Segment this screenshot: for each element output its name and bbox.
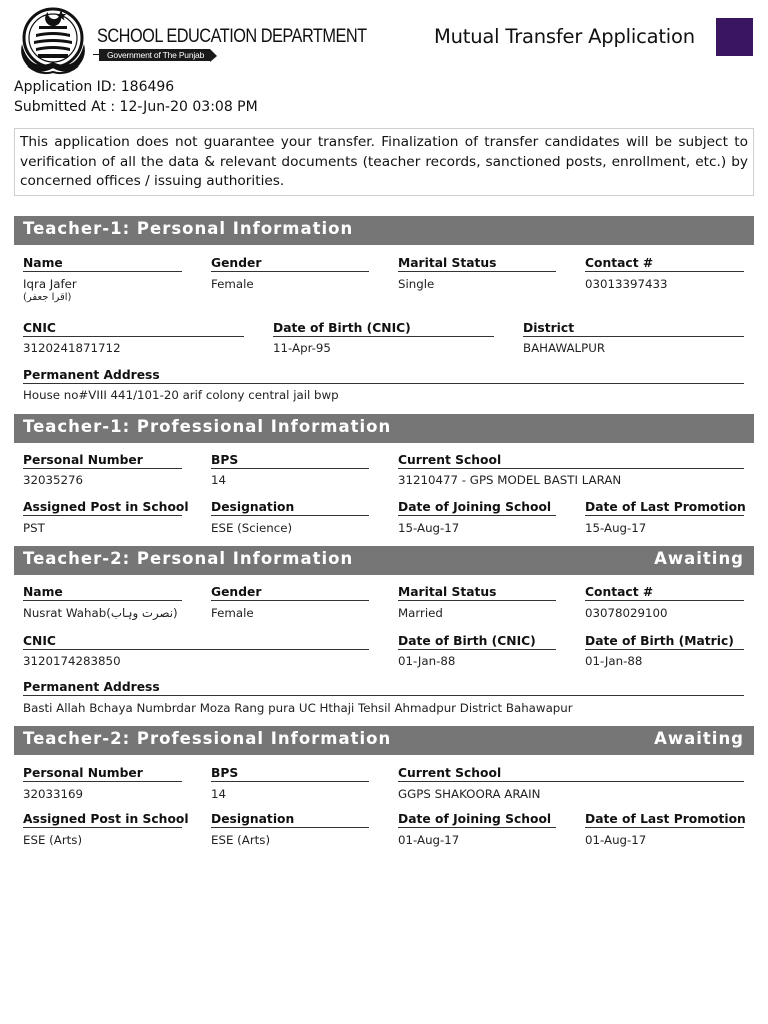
value-name: Nusrat Wahab(نصرت وہاب) <box>23 606 178 620</box>
section-header-teacher2-personal <box>14 546 754 575</box>
value-date-promotion: 01-Aug-17 <box>585 833 647 847</box>
label-current-school: Current School <box>398 453 744 469</box>
label-date-promotion: Date of Last Promotion <box>585 812 746 826</box>
disclaimer-notice: This application does not guarantee your transfer. Finalization of transfer candidates will be subject to verification of all the data & relevant documents (teacher records, sanctioned posts, enrollment, etc.) by concerned offices / issuing authorities. <box>14 128 754 196</box>
value-contact: 03078029100 <box>585 606 668 620</box>
status-badge: Awaiting <box>654 549 744 568</box>
section-title: Teacher-1: Personal Information <box>23 219 354 238</box>
value-permanent-address: House no#VIII 441/101-20 arif colony central jail bwp <box>23 388 339 402</box>
label-assigned-post: Assigned Post in School <box>23 500 189 514</box>
label-date-promotion: Date of Last Promotion <box>585 500 746 514</box>
value-gender: Female <box>211 277 254 291</box>
label-personal-number: Personal Number <box>23 453 182 469</box>
value-date-joining: 15-Aug-17 <box>398 521 460 535</box>
value-gender: Female <box>211 606 254 620</box>
value-bps: 14 <box>211 787 227 801</box>
section-title: Teacher-2: Personal Information <box>23 549 354 568</box>
value-designation: ESE (Arts) <box>211 833 271 847</box>
section-header-teacher2-professional <box>14 726 754 755</box>
label-contact: Contact # <box>585 256 744 272</box>
status-badge: Awaiting <box>654 729 744 748</box>
value-name-urdu: (اقرا جعفر) <box>23 292 72 303</box>
value-name: Iqra Jafer <box>23 277 77 291</box>
label-bps: BPS <box>211 453 369 469</box>
label-permanent-address: Permanent Address <box>23 680 744 696</box>
accent-box <box>716 18 753 56</box>
label-designation: Designation <box>211 812 369 828</box>
label-gender: Gender <box>211 256 369 272</box>
label-cnic: CNIC <box>23 321 244 337</box>
value-bps: 14 <box>211 473 227 487</box>
label-gender: Gender <box>211 585 369 601</box>
label-assigned-post: Assigned Post in School <box>23 812 189 826</box>
value-marital-status: Married <box>398 606 443 620</box>
label-permanent-address: Permanent Address <box>23 368 744 384</box>
section-header-teacher1-professional <box>14 414 754 443</box>
government-label: Government of The Punjab <box>99 49 210 61</box>
value-cnic: 3120241871712 <box>23 341 121 355</box>
value-personal-number: 32033169 <box>23 787 84 801</box>
section-title: Teacher-2: Professional Information <box>23 729 392 748</box>
value-marital-status: Single <box>398 277 435 291</box>
label-personal-number: Personal Number <box>23 766 182 782</box>
section-title: Teacher-1: Professional Information <box>23 417 392 436</box>
label-date-joining: Date of Joining School <box>398 812 556 828</box>
value-current-school: 31210477 - GPS MODEL BASTI LARAN <box>398 473 622 487</box>
punjab-emblem-icon <box>14 4 92 76</box>
label-marital-status: Marital Status <box>398 256 556 272</box>
label-bps: BPS <box>211 766 369 782</box>
value-date-promotion: 15-Aug-17 <box>585 521 647 535</box>
value-assigned-post: PST <box>23 521 45 535</box>
label-dob-cnic: Date of Birth (CNIC) <box>273 321 494 337</box>
value-assigned-post: ESE (Arts) <box>23 833 83 847</box>
value-personal-number: 32035276 <box>23 473 84 487</box>
value-contact: 03013397433 <box>585 277 668 291</box>
label-marital-status: Marital Status <box>398 585 556 601</box>
value-designation: ESE (Science) <box>211 521 293 535</box>
value-dob-matric: 01-Jan-88 <box>585 654 643 668</box>
label-name: Name <box>23 256 182 272</box>
label-current-school: Current School <box>398 766 744 782</box>
value-dob-cnic: 11-Apr-95 <box>273 341 331 355</box>
label-cnic: CNIC <box>23 634 369 650</box>
value-district: BAHAWALPUR <box>523 341 606 355</box>
label-designation: Designation <box>211 500 369 516</box>
value-dob-cnic: 01-Jan-88 <box>398 654 456 668</box>
department-name: SCHOOL EDUCATION DEPARTMENT <box>97 26 367 47</box>
page-header <box>0 0 768 78</box>
value-current-school: GGPS SHAKOORA ARAIN <box>398 787 541 801</box>
label-district: District <box>523 321 744 337</box>
label-contact: Contact # <box>585 585 744 601</box>
page-title: Mutual Transfer Application <box>434 25 695 48</box>
value-cnic: 3120174283850 <box>23 654 121 668</box>
label-name: Name <box>23 585 182 601</box>
value-date-joining: 01-Aug-17 <box>398 833 460 847</box>
label-dob-cnic: Date of Birth (CNIC) <box>398 634 556 650</box>
section-header-teacher1-personal <box>14 216 754 245</box>
label-dob-matric: Date of Birth (Matric) <box>585 634 744 650</box>
submitted-at: Submitted At : 12-Jun-20 03:08 PM <box>14 99 258 115</box>
value-permanent-address: Basti Allah Bchaya Numbrdar Moza Rang pura UC Hthaji Tehsil Ahmadpur District Bahawapur <box>23 701 573 715</box>
application-id: Application ID: 186496 <box>14 79 175 95</box>
label-date-joining: Date of Joining School <box>398 500 556 516</box>
